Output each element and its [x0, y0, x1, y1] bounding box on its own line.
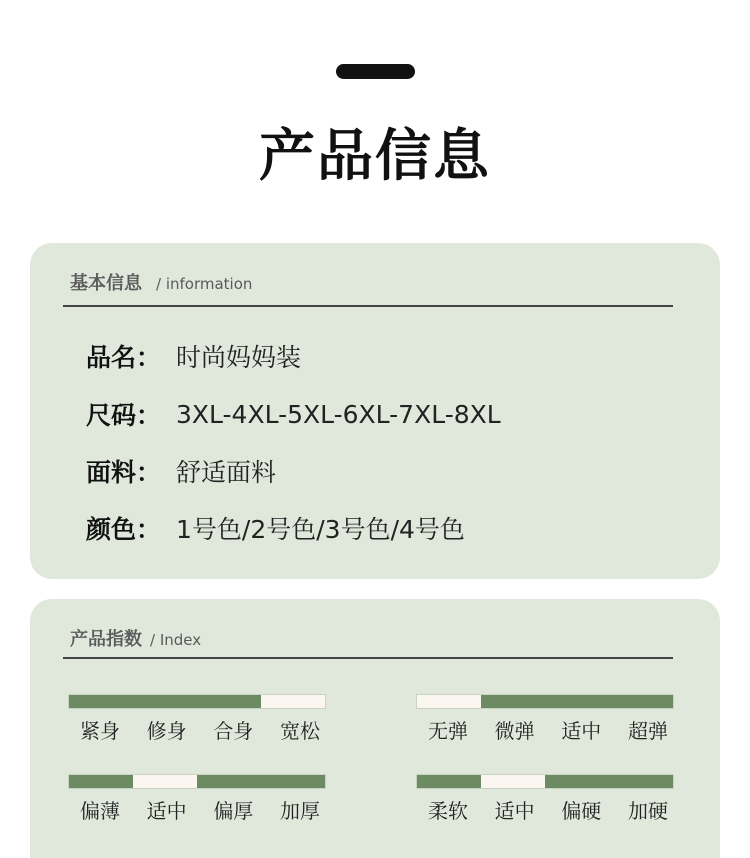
meter-track: [416, 774, 674, 789]
meter-labels: [68, 795, 326, 824]
meter-label: 加硬: [627, 799, 668, 823]
info-card-title: 基本信息: [70, 273, 142, 294]
info-label: 颜色：: [86, 515, 162, 544]
info-value: 3XL-4XL-5XL-6XL-7XL-8XL: [176, 399, 501, 429]
meter-label: 偏厚: [213, 799, 254, 823]
index-card-header: [70, 625, 201, 651]
info-label: 尺码：: [86, 401, 162, 430]
info-card: [30, 243, 720, 579]
info-card-header: [70, 269, 252, 295]
meter-label: 紧身: [80, 719, 120, 743]
meter-track: [68, 774, 326, 789]
elasticity-meter: [416, 694, 674, 744]
info-label: 面料：: [86, 458, 162, 487]
meter-label: 加厚: [279, 799, 320, 823]
meter-label: 宽松: [279, 719, 320, 743]
meter-track: [416, 694, 674, 709]
decorative-top-bar: [336, 64, 415, 79]
divider: [63, 657, 673, 659]
meter-label: 适中: [146, 799, 187, 823]
meter-label: 微弹: [494, 719, 535, 743]
meter-selected-segment: [481, 775, 545, 788]
meter-selected-segment: [261, 695, 325, 708]
info-row-size: [86, 396, 501, 432]
index-card-title: 产品指数: [70, 629, 142, 650]
index-card-subtitle: / Index: [150, 631, 202, 649]
info-row-fabric: [86, 453, 276, 489]
info-value: 1号色/2号色/3号色/4号色: [176, 515, 465, 544]
info-value: 舒适面料: [176, 458, 277, 487]
softness-meter: [416, 774, 674, 824]
thickness-meter: [68, 774, 326, 824]
info-card-subtitle: / information: [156, 275, 253, 293]
meter-label: 适中: [494, 799, 535, 823]
meter-labels: [416, 795, 674, 824]
meter-label: 修身: [146, 719, 187, 743]
meter-label: 适中: [561, 719, 602, 743]
info-label: 品名：: [86, 343, 162, 372]
divider: [63, 305, 673, 307]
meter-labels: [68, 715, 326, 744]
meter-track: [68, 694, 326, 709]
meter-labels: [416, 715, 674, 744]
info-row-name: [86, 338, 301, 374]
page-title: 产品信息: [259, 124, 491, 189]
info-row-color: [86, 510, 465, 546]
meter-label: 柔软: [428, 799, 468, 823]
index-card: [30, 599, 720, 858]
meter-label: 偏硬: [561, 799, 602, 823]
fit-meter: [68, 694, 326, 744]
meter-label: 偏薄: [80, 799, 120, 823]
meter-selected-segment: [417, 695, 481, 708]
meter-label: 合身: [213, 719, 254, 743]
meter-label: 无弹: [428, 719, 468, 743]
info-value: 时尚妈妈装: [176, 343, 302, 372]
meter-label: 超弹: [627, 719, 668, 743]
meter-selected-segment: [133, 775, 197, 788]
